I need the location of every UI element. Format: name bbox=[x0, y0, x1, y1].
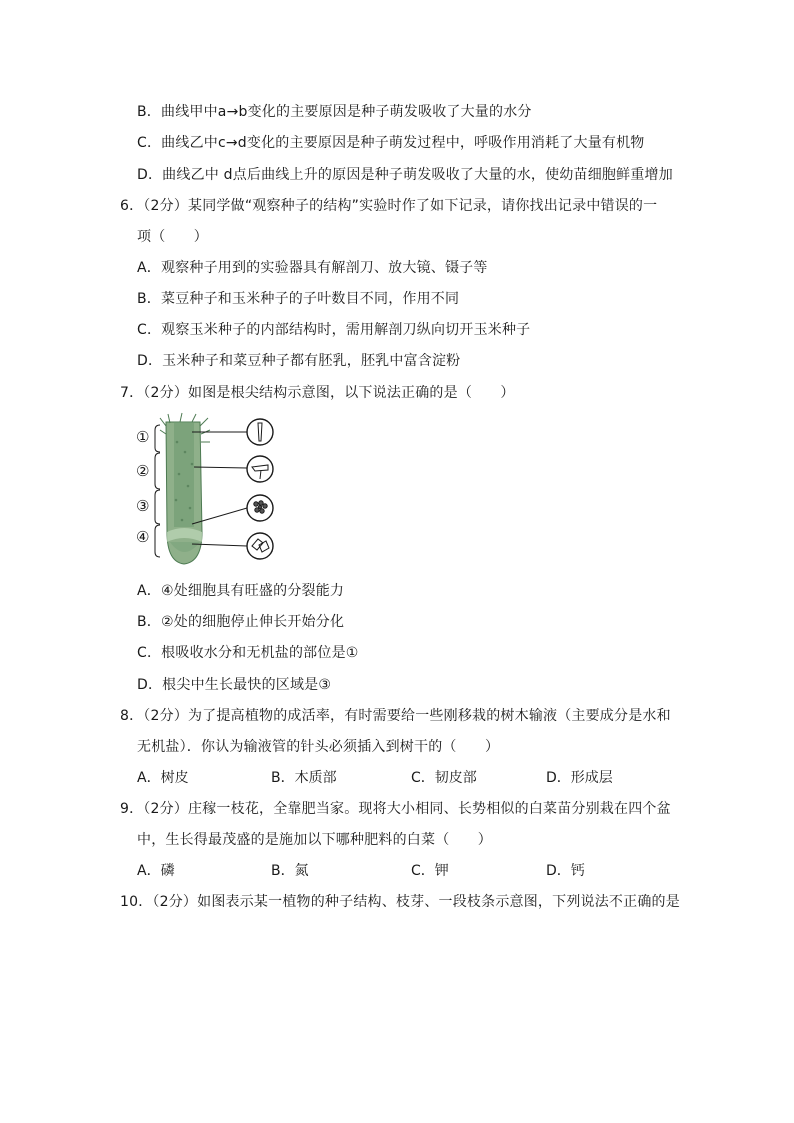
q6-stem-line1: 6．（2分）某同学做“观察种子的结构”实验时作了如下记录，请你找出记录中错误的一 bbox=[120, 198, 658, 214]
q5-option-c: C．曲线乙中c→d变化的主要原因是种子萌发过程中，呼吸作用消耗了大量有机物 bbox=[137, 135, 645, 151]
q8-option-a: A．树皮 bbox=[137, 770, 189, 786]
q7-option-b: B．②处的细胞停止伸长开始分化 bbox=[137, 614, 345, 630]
q7-option-a: A．④处细胞具有旺盛的分裂能力 bbox=[137, 583, 345, 599]
label-3: ③ bbox=[136, 497, 150, 515]
q9-stem-line1: 9．（2分）庄稼一枝花，全靠肥当家。现将大小相同、长势相似的白菜苗分别栽在四个盆 bbox=[120, 801, 671, 817]
q8-option-c: C．韧皮部 bbox=[411, 770, 477, 786]
root-tip-figure bbox=[130, 412, 280, 567]
zone-brackets bbox=[155, 425, 160, 557]
q9-option-d: D．钙 bbox=[546, 863, 585, 879]
root-body bbox=[160, 413, 210, 564]
q5-option-d: D．曲线乙中 d点后曲线上升的原因是种子萌发吸收了大量的水，使幼苗细胞鲜重增加 bbox=[137, 167, 673, 183]
label-2: ② bbox=[136, 462, 150, 480]
label-1: ① bbox=[136, 428, 150, 446]
q9-options bbox=[137, 861, 697, 881]
root-tip-diagram bbox=[130, 412, 280, 567]
q8-options bbox=[137, 768, 697, 788]
label-4: ④ bbox=[136, 528, 150, 546]
q6-option-d: D．玉米种子和菜豆种子都有胚乳，胚乳中富含淀粉 bbox=[137, 353, 461, 369]
q6-option-c: C．观察玉米种子的内部结构时，需用解剖刀纵向切开玉米种子 bbox=[137, 322, 531, 338]
q10-stem-line1: 10．（2分）如图表示某一植物的种子结构、枝芽、一段枝条示意图，下列说法不正确的是 bbox=[120, 894, 680, 910]
q5-option-b: B．曲线甲中a→b变化的主要原因是种子萌发吸收了大量的水分 bbox=[137, 104, 532, 120]
q6-option-b: B．菜豆种子和玉米种子的子叶数目不同，作用不同 bbox=[137, 291, 460, 307]
q6-option-a: A．观察种子用到的实验器具有解剖刀、放大镜、镊子等 bbox=[137, 260, 488, 276]
q7-option-c: C．根吸收水分和无机盐的部位是① bbox=[137, 645, 359, 661]
cell-circles bbox=[247, 419, 273, 559]
q9-option-b: B．氮 bbox=[271, 863, 309, 879]
q7-option-d: D．根尖中生长最快的区域是③ bbox=[137, 677, 332, 693]
q8-option-b: B．木质部 bbox=[271, 770, 337, 786]
q6-stem-line2: 项（ ） bbox=[137, 229, 208, 245]
q7-stem: 7．（2分）如图是根尖结构示意图，以下说法正确的是（ ） bbox=[120, 385, 515, 401]
q8-stem-line1: 8．（2分）为了提高植物的成活率，有时需要给一些刚移栽的树木输液（主要成分是水和 bbox=[120, 708, 671, 724]
q9-option-c: C．钾 bbox=[411, 863, 449, 879]
q9-stem-line2: 中，生长得最茂盛的是施加以下哪种肥料的白菜（ ） bbox=[137, 832, 492, 848]
q9-option-a: A．磷 bbox=[137, 863, 175, 879]
q8-option-d: D．形成层 bbox=[546, 770, 613, 786]
q8-stem-line2: 无机盐）．你认为输液管的针头必须插入到树干的（ ） bbox=[137, 739, 500, 755]
